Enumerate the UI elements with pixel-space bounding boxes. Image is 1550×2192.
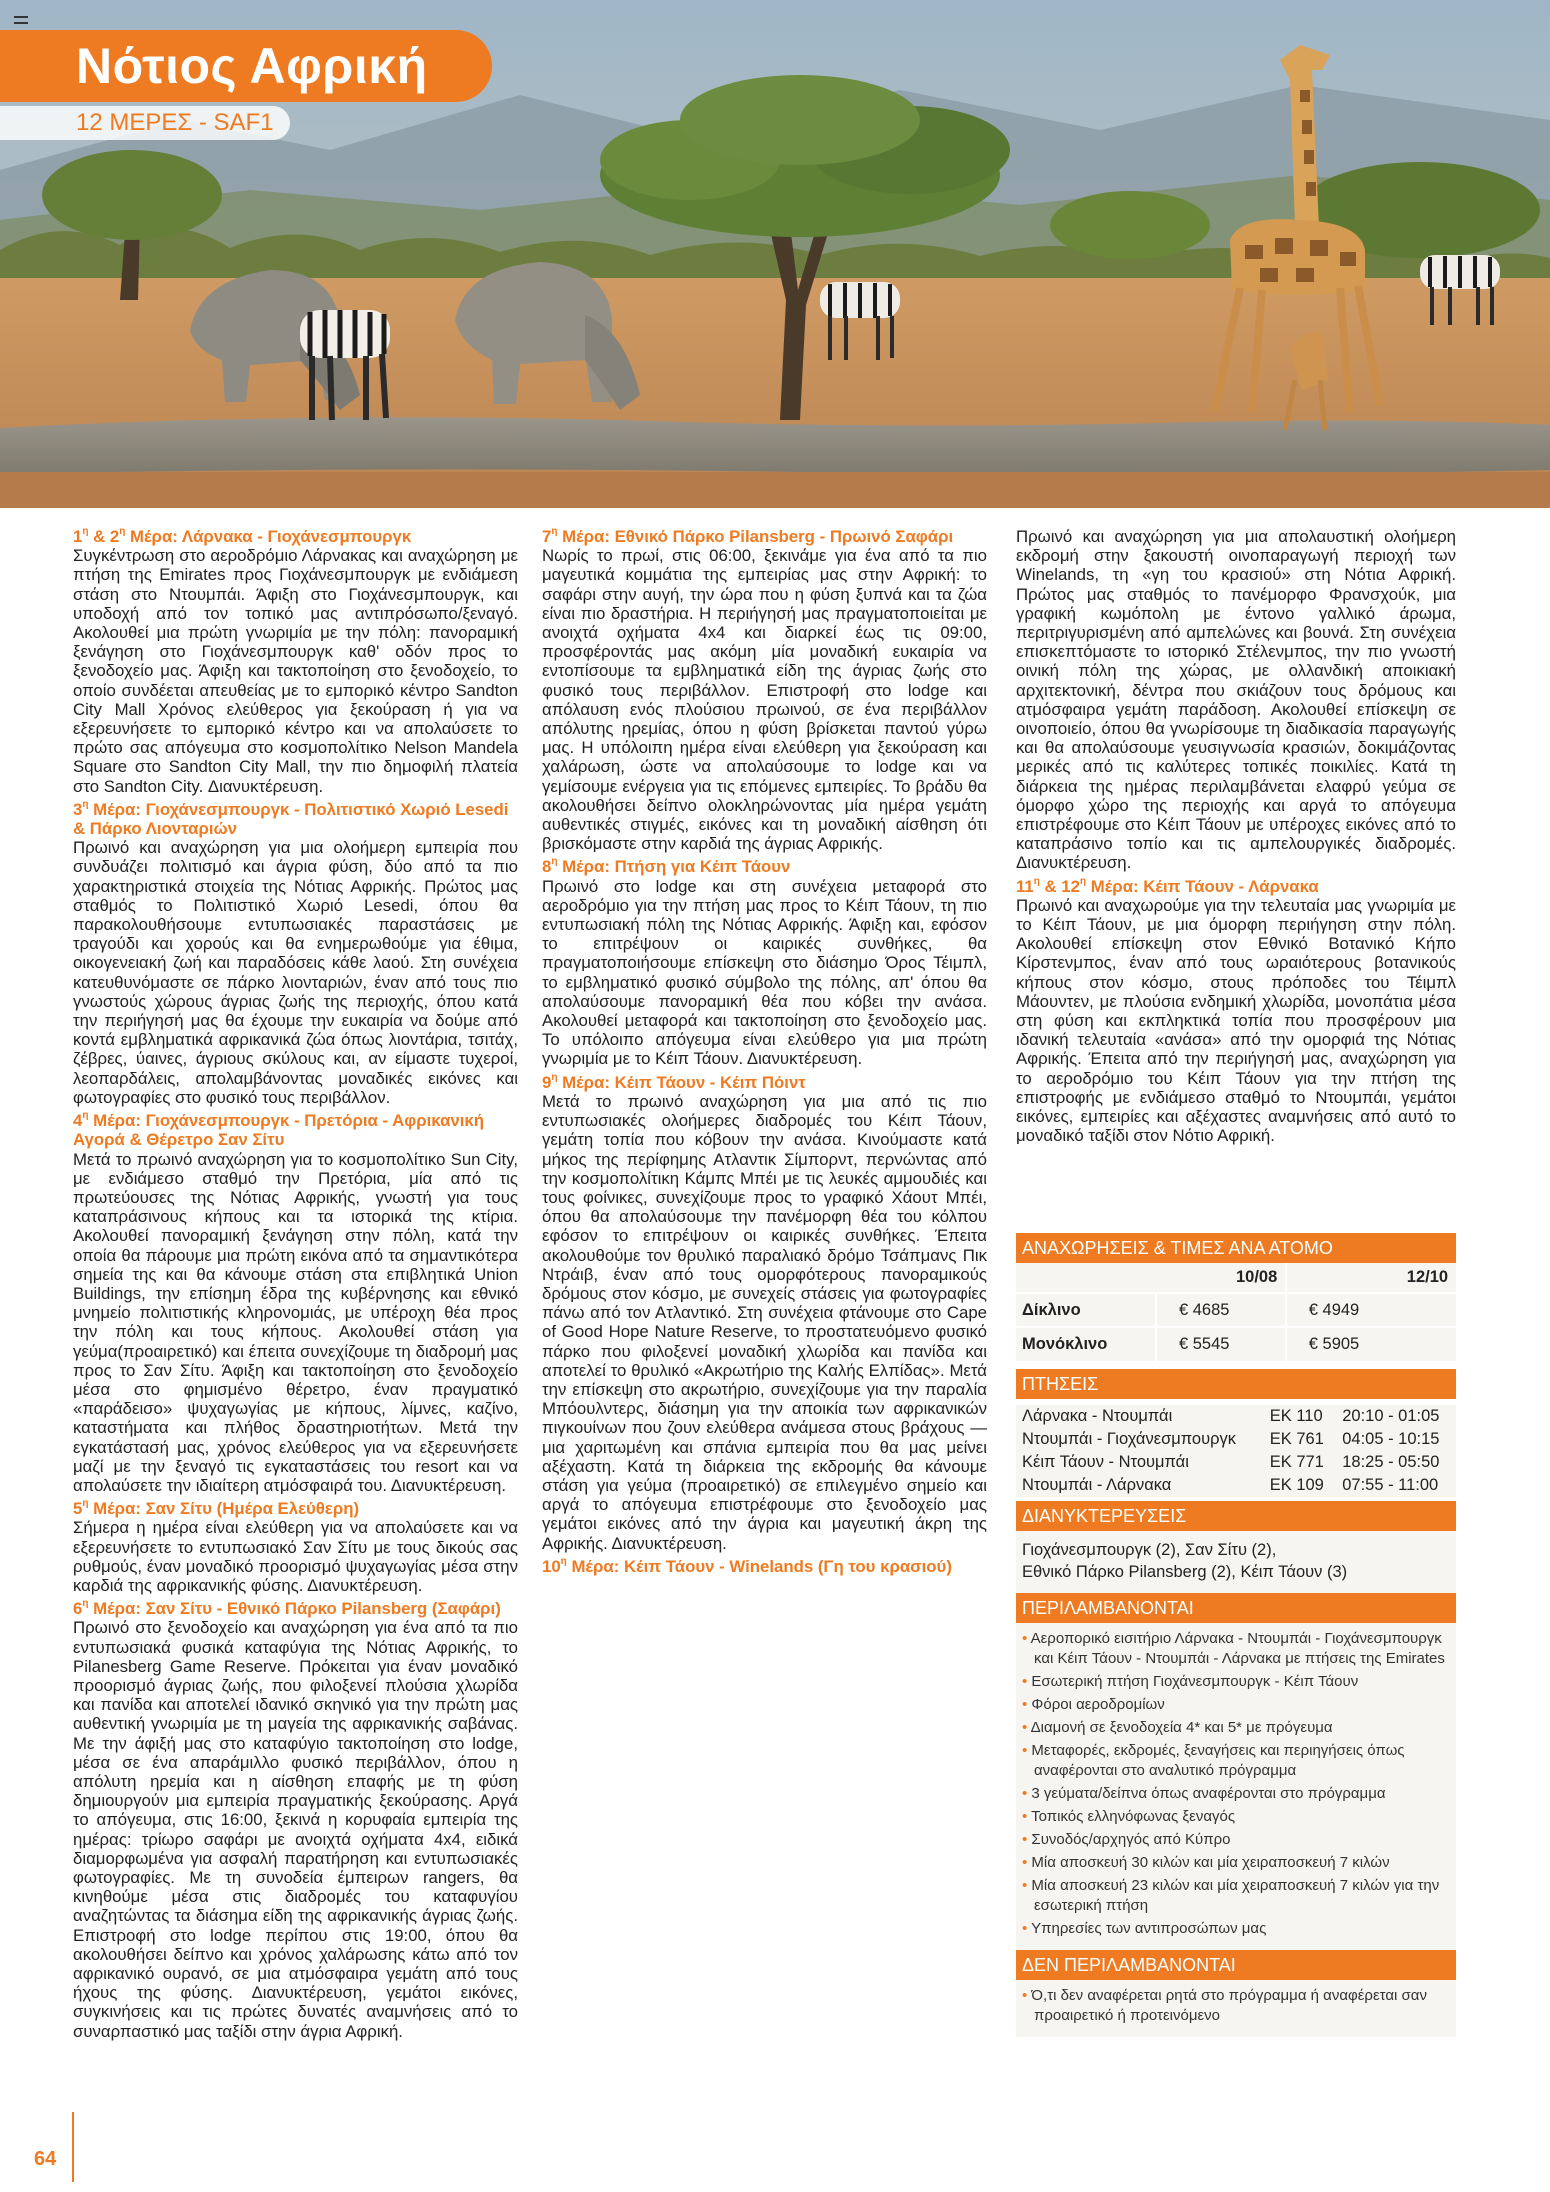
flight-route: Λάρνακα - Ντουμπάι bbox=[1022, 1407, 1173, 1425]
day-heading-3: $3^\eta$ Μέρα: Γιοχάνεσμπουργκ - Πολιτιστικό Χωριό Lesedi & Πάρκο Λιονταριών bbox=[73, 798, 509, 839]
included-item: • Αεροπορικό εισιτήριο Λάρνακα - Ντουμπάι - Γιοχάνεσμπουργκ και Κέιπ Τάουν - Ντουμπάι - Λάρνακα με πτήσεις της Emirates bbox=[1022, 1629, 1450, 1669]
flights-header: ΠΤΗΣΕΙΣ bbox=[1016, 1369, 1456, 1399]
included-item: • Συνοδός/αρχηγός από Κύπρο bbox=[1022, 1830, 1450, 1850]
day-heading-11-12: $11^\eta$ & $12^\eta$ Μέρα: Κέιπ Τάουν - Λάρνακα bbox=[1016, 875, 1319, 896]
flights-table bbox=[1016, 1405, 1456, 1497]
accommodation-section bbox=[1016, 1531, 1456, 1593]
included-item: • Υπηρεσίες των αντιπροσώπων μας bbox=[1022, 1919, 1450, 1939]
price-cell: € 5905 bbox=[1286, 1327, 1456, 1361]
day-heading-5: $5^\eta$ Μέρα: Σαν Σίτυ (Ημέρα Ελεύθερη) bbox=[73, 1498, 360, 1519]
day-heading-9: $9^\eta$ Μέρα: Κέιπ Τάουν - Κέιπ Πόιντ bbox=[542, 1071, 806, 1092]
day-text-6: Πρωινό στο ξενοδοχείο και αναχώρηση για ένα από τα πιο εντυπωσιακά φυσικά καταφύγια της Νότιας Αφρικής, το Pilanesberg Game Reserve. Πρόκειται για έναν μοναδικό προορισμό άγριας ζωής, που φιλοξενεί πλούσια χλωρίδα και πανίδα και αποτελεί ιδανικό σκηνικό για την πρώτη μας αυθεντική γνωριμία με τη μαγεία της αφρικανικής σαβάνας. Με την άφιξή μας στο καταφύγιο τακτοποίηση στο lodge, μέσα σε ένα απαράμιλλο φυσικό περιβάλλον, όπου η απόλυτη ηρεμία και η αίσθηση επαφής με τη φύση δημιουργούν μια εμπειρία πραγματικής ξεκούρασης. Αργά το απόγευμα, στις 16:00, ξεκινά η κορυφαία εμπειρία της ημέρας: τρίωρο σαφάρι με ανοιχτά οχήματα 4x4, ειδικά διαμορφωμένα για ασφαλή παρατήρηση και εντυπωσιακές φωτογραφίες. Με τη συνοδεία έμπειρων rangers, θα κινηθούμε μέσα στις διαδρομές του καταφυγίου αναζητώντας τα διάσημα είδη της αφρικανικής άγριας ζωής. Επιστροφή στο lodge περίπου στις 19:00, όπου θα ακολουθήσει δείπνο και χρόνος χαλάρωσης κάτω από τον αφρικανικό ουρανό, σε μια ατμόσφαιρα γεμάτη από τους ήχους της φύσης. Διανυκτέρευση, γεμάτοι εικόνες, συγκινήσεις και τις πρώτες δυνατές αναμνήσεις από το συναρπαστικό μας ταξίδι στην άγρια Αφρική. bbox=[73, 1618, 518, 2041]
flight-code: EK 109 bbox=[1269, 1476, 1324, 1494]
included-list bbox=[1016, 1623, 1456, 1950]
day-heading-6: $6^\eta$ Μέρα: Σαν Σίτυ - Εθνικό Πάρκο Pilansberg (Σαφάρι) bbox=[73, 1598, 501, 1619]
day-heading-7: $7^\eta$ Μέρα: Εθνικό Πάρκο Pilansberg - Πρωινό Σαφάρι bbox=[542, 526, 954, 546]
day-text-4: Μετά το πρωινό αναχώρηση για το κοσμοπολίτικο Sun City, με ενδιάμεσο σταθμό την Πρετόρια, μία από τις πρωτεύουσες της Νότιας Αφρικής, γνωστή για τους καταπράσινους κήπους και τα ιστορικά της κτίρια. Ακολουθεί πανοραμική ξενάγηση στην πόλη, κατά την οποία θα πάρουμε μια πρώτη εικόνα από τα σημαντικότερα σημεία της και θα κάνουμε στάση στα επιβλητικά Union Buildings, την επίσημη έδρα της κυβέρνησης και εθνικό μνημείο πολιτιστικής κληρονομιάς, με υπέροχη θέα προς την πόλη και τους κήπους. Ακολουθεί στάση για γεύμα(προαιρετικό) και έπειτα συνεχίζουμε τη διαδρομή μας προς το Σαν Σίτυ. Άφιξη και τακτοποίηση στο ξενοδοχείο μέσα στο φημισμένο θέρετρο, έναν πραγματικό «παράδεισο» ψυχαγωγίας με κήπους, λίμνες, καζίνο, καταστήματα και πλήθος δραστηριοτήτων. Μετά την εγκατάστασή μας, χρόνος ελεύθερος για να εξερευνήσετε μαζί με την ξεναγό τις εγκαταστάσεις του resort και να απολαύσετε την ιδιαίτερη ατμόσφαιρά του. Διανυκτέρευση. bbox=[73, 1149, 518, 1495]
flight-code: EK 771 bbox=[1269, 1453, 1324, 1471]
included-header: ΠΕΡΙΛΑΜΒΑΝΟΝΤΑΙ bbox=[1016, 1593, 1456, 1623]
day-heading-8: $8^\eta$ Μέρα: Πτήση για Κέιπ Τάουν bbox=[542, 856, 791, 877]
prices-section bbox=[1016, 1263, 1456, 1361]
flight-code: EK 761 bbox=[1269, 1430, 1324, 1448]
flight-row bbox=[1016, 1405, 1456, 1428]
price-cell: € 4949 bbox=[1286, 1293, 1456, 1327]
price-row-double bbox=[1016, 1293, 1456, 1327]
flight-row bbox=[1016, 1428, 1456, 1451]
day-heading-4: $4^\eta$ Μέρα: Γιοχάνεσμπουργκ - Πρετόρια - Αφρικανική Αγορά & Θέρετρο Σαν Σίτυ bbox=[73, 1110, 485, 1150]
flight-time: 18:25 - 05:50 bbox=[1342, 1453, 1440, 1471]
room-type-label: Δίκλινο bbox=[1016, 1293, 1156, 1327]
included-section bbox=[1016, 1623, 1456, 1950]
corner-mark bbox=[14, 16, 28, 24]
included-item: • Τοπικός ελληνόφωνας ξεναγός bbox=[1022, 1807, 1450, 1827]
flight-time: 07:55 - 11:00 bbox=[1342, 1476, 1439, 1494]
prices-header-row bbox=[1016, 1263, 1456, 1293]
price-row-single bbox=[1016, 1327, 1456, 1361]
accommodation-header: ΔΙΑΝΥΚΤΕΡΕΥΣΕΙΣ bbox=[1016, 1501, 1456, 1531]
accommodation-line: Εθνικό Πάρκο Pilansberg (2), Κέιπ Τάουν (3) bbox=[1022, 1563, 1348, 1581]
flights-section bbox=[1016, 1405, 1456, 1497]
room-type-label: Μονόκλινο bbox=[1016, 1327, 1156, 1361]
included-item: • Εσωτερική πτήση Γιοχάνεσμπουργκ - Κέιπ Τάουν bbox=[1022, 1672, 1450, 1692]
not-included-item: • Ό,τι δεν αναφέρεται ρητά στο πρόγραμμα ή αναφέρεται σαν προαιρετικό ή προτεινόμενο bbox=[1022, 1986, 1450, 2026]
day-text-10: Πρωινό και αναχώρηση για μια απολαυστική ολοήμερη εκδρομή στην ξακουστή οινοπαραγωγή περιοχή των Winelands, τη «γη του κρασιού» στη Νότια Αφρική. Πρώτος μας σταθμός το πανέμορφο Φρανσχούκ, μια γραφική κωμόπολη με έντονο γαλλικό άρωμα, περιτριγυρισμένη από αμπελώνες και βουνά. Στη συνέχεια επισκεπτόμαστε το ιστορικό Στέλενμπος, την πιο γνωστή οινική πόλη της χώρας, με ολλανδική αποικιακή αρχιτεκτονική, δέντρα που σκιάζουν τους δρόμους και ατμόσφαιρα γεμάτη παράδοση. Ακολουθεί επίσκεψη σε οινοποιείο, όπου θα γνωρίσουμε τη διαδικασία παραγωγής και θα απολαύσουμε γευσιγνωσία κρασιών, δοκιμάζοντας μερικές από τις καλύτερες τοπικές ποικιλίες. Κατά τη διάρκεια της ημέρας περιλαμβάνεται ελαφρύ γεύμα σε όμορφο χώρο της περιοχής και αργά το απόγευμα επιστρέφουμε στο Κέιπ Τάουν με υπέροχες εικόνες από το καταπράσινο τοπίο και τις αμπελουργικές διαδρομές. Διανυκτέρευση. bbox=[1016, 527, 1456, 873]
not-included-header: ΔΕΝ ΠΕΡΙΛΑΜΒΑΝΟΝΤΑΙ bbox=[1016, 1950, 1456, 1980]
itinerary-column-3 bbox=[1016, 527, 1456, 1146]
page-number-rule bbox=[72, 2112, 74, 2182]
day-text-8: Πρωινό στο lodge και στη συνέχεια μεταφορά στο αεροδρόμιο για την πτήση μας προς το Κέιπ Τάουν, τη πιο εντυπωσιακή πόλη της Νότιας Αφρικής. Άφιξη και, εφόσον το επιτρέψουν οι καιρικές συνθήκες, θα πραγματοποιήσουμε επίσκεψη στο διάσημο Όρος Τέιμπλ, το εμβληματικό φυσικό σύμβολο της πόλης, απ' όπου θα απολαύσουμε πανοραμική θέα που κόβει την ανάσα. Ακολουθεί μεταφορά και τακτοποίηση στο ξενοδοχείο μας. Το υπόλοιπο απόγευμα είναι ελεύθερο για μια πρώτη γνωριμία με το Κέιπ Τάουν. Διανυκτέρευση. bbox=[542, 876, 987, 1069]
flight-row bbox=[1016, 1474, 1456, 1497]
flight-row bbox=[1016, 1451, 1456, 1474]
not-included-section bbox=[1016, 1980, 1456, 2037]
flight-route: Κέιπ Τάουν - Ντουμπάι bbox=[1022, 1453, 1189, 1471]
flight-code: EK 110 bbox=[1269, 1407, 1323, 1425]
tour-code-subtitle: 12 ΜΕΡΕΣ - SAF1 bbox=[0, 106, 290, 140]
included-item: • Μεταφορές, εκδρομές, ξεναγήσεις και περιηγήσεις όπως αναφέρονται στο αναλυτικό πρόγραμμα bbox=[1022, 1741, 1450, 1781]
prices-header: ΑΝΑΧΩΡΗΣΕΙΣ & ΤΙΜΕΣ ΑΝΑ ΑΤΟΜΟ bbox=[1016, 1233, 1456, 1263]
flight-route: Ντουμπάι - Λάρνακα bbox=[1022, 1476, 1172, 1494]
accommodation-line: Γιοχάνεσμπουργκ (2), Σαν Σίτυ (2), bbox=[1022, 1541, 1277, 1559]
tour-info-box bbox=[1016, 1233, 1456, 2037]
included-item: • 3 γεύματα/δείπνα όπως αναφέρονται στο πρόγραμμα bbox=[1022, 1784, 1450, 1804]
hero-photo bbox=[0, 0, 1550, 508]
price-cell: € 5545 bbox=[1156, 1327, 1286, 1361]
page-number: 64 bbox=[34, 2148, 57, 2170]
flight-time: 04:05 - 10:15 bbox=[1342, 1430, 1440, 1448]
price-cell: € 4685 bbox=[1156, 1293, 1286, 1327]
flight-time: 20:10 - 01:05 bbox=[1342, 1407, 1440, 1425]
included-item: • Μία αποσκευή 30 κιλών και μία χειραποσκευή 7 κιλών bbox=[1022, 1853, 1450, 1873]
included-item: • Διαμονή σε ξενοδοχεία 4* και 5* με πρόγευμα bbox=[1022, 1718, 1450, 1738]
day-text-9: Μετά το πρωινό αναχώρηση για μια από τις πιο εντυπωσιακές ολοήμερες διαδρομές του Κέιπ Τάουν, γεμάτη τοπία που κόβουν την ανάσα. Κινούμαστε κατά μήκος της περίφημης Ατλαντικ Σίμπορντ, περνώντας από την κοσμοπολίτικη Κάμπς Μπέι με τις λευκές αμμουδιές και τους φοίνικες, συνεχίζουμε προς το γραφικό Χάουτ Μπέι, όπου θα απολαύσουμε την πανέμορφη θέα του κόλπου εφόσον το επιτρέψουν οι καιρικές συνθήκες. Έπειτα ακολουθούμε τον θρυλικό παραλιακό δρόμο Τσάπμανς Πικ Ντράιβ, έναν από τους ομορφότερους πανοραμικούς δρόμους στον κόσμο, με συνεχείς στάσεις για φωτογραφίες πάνω από τον Ατλαντικό. Στη συνέχεια φτάνουμε στο Cape of Good Hope Nature Reserve, το προστατευόμενο φυσικό πάρκο που φιλοξενεί μοναδική χλωρίδα και πανίδα και αποτελεί το θρυλικό «Ακρωτήριο της Καλής Ελπίδας». Μετά την επίσκεψη στο ακρωτήριο, συνεχίζουμε για την παραλία Μπόουλντερς, διάσημη για την αποικία των αφρικανικών πιγκουίνων που ζουν ελεύθερα ανάμεσα στους βράχους — μια χαριτωμένη και σπάνια εμπειρία που θα μας μείνει αξέχαστη. Κατά τη διάρκεια της εκδρομής θα κάνουμε στάση για γεύμα (προαιρετικό) σε επιλεγμένο σημείο και αργά το απόγευμα επιστρέφουμε στο ξενοδοχείο μας γεμάτοι εικόνες από την άγρια και μαγευτική άκρη της Αφρικής. Διανυκτέρευση. bbox=[542, 1091, 987, 1553]
day-text-11-12: Πρωινό και αναχωρούμε για την τελευταία μας γνωριμία με το Κέιπ Τάουν, με μια όμορφη περιήγηση στην πόλη. Ακολουθεί επίσκεψη στον Εθνικό Βοτανικό Κήπο Κίρστενμπος, έναν από τους ωραιότερους βοτανικούς κήπους στον κόσμο, στους πρόποδες του Τέιμπλ Μάουντεν, με πλούσια ενδημική χλωρίδα, μονοπάτια μέσα στη φύση και εκπληκτικά τοπία που προσφέρουν μια ιδανική τελευταία «ανάσα» από την ομορφιά της Νότιας Αφρικής. Έπειτα από την περιήγησή μας, αναχώρηση για το αεροδρόμιο του Κέιπ Τάουν για την πτήση της επιστροφής με ενδιάμεσο σταθμό το Ντουμπάι, γεμάτοι εικόνες, εμπειρίες και αξέχαστες αναμνήσεις από αυτό το μοναδικό ταξίδι στον Νότιο Αφρική. bbox=[1016, 895, 1456, 1146]
departure-date-2: 12/10 bbox=[1286, 1263, 1456, 1293]
page-number-area bbox=[0, 2140, 72, 2180]
day-heading-1-2: $1^\eta$ & $2^\eta$ Μέρα: Λάρνακα - Γιοχάνεσμπουργκ bbox=[73, 526, 412, 546]
flight-route: Ντουμπάι - Γιοχάνεσμπουργκ bbox=[1022, 1430, 1236, 1448]
itinerary-column-1 bbox=[73, 527, 518, 2041]
page-title: Νότιος Αφρική bbox=[0, 30, 492, 102]
day-text-7: Νωρίς το πρωί, στις 06:00, ξεκινάμε για ένα από τα πιο μαγευτικά κομμάτια της εμπειρίας μας στην Αφρική: το σαφάρι στην αυγή, την ώρα που η φύση ξυπνά και τα ζώα είναι πιο δραστήρια. Η περιήγησή μας πραγματοποιείται με ανοιχτά οχήματα 4x4 και διαρκεί έως τις 09:00, προσφέροντάς μας ακόμη μία μοναδική ευκαιρία να εντοπίσουμε τα εμβληματικά είδη της άγριας ζωής στο φυσικό τους περιβάλλον. Επιστροφή στο lodge και απόλαυση ενός πλούσιου πρωινού, σε ένα περιβάλλον απόλυτης ηρεμίας, όπου η φύση βρίσκεται παντού γύρω μας. Η υπόλοιπη ημέρα είναι ελεύθερη για ξεκούραση και χαλάρωση, ώστε να απολαύσουμε το lodge και να γεμίσουμε ενέργεια για τις επόμενες εμπειρίες. Το βράδυ θα ακολουθήσει δείπνο ολοκληρώνοντας μία ημέρα γεμάτη αυθεντικές στιγμές, εικόνες και τη μοναδική αίσθηση ότι βρισκόμαστε στην καρδιά της άγριας Αφρικής. bbox=[542, 546, 987, 854]
included-item: • Μία αποσκευή 23 κιλών και μία χειραποσκευή 7 κιλών για την εσωτερική πτήση bbox=[1022, 1876, 1450, 1916]
prices-table bbox=[1016, 1263, 1456, 1361]
included-item: • Φόροι αεροδρομίων bbox=[1022, 1695, 1450, 1715]
not-included-list bbox=[1016, 1980, 1456, 2037]
day-text-5: Σήμερα η ημέρα είναι ελεύθερη για να απολαύσετε και να εξερευνήσετε το εντυπωσιακό Σαν Σίτυ με τους δικούς σας ρυθμούς, έναν μοναδικό προορισμό ψυχαγωγίας μέσα στην καρδιά της αφρικανικής φύσης. Διανυκτέρευση. bbox=[73, 1518, 518, 1595]
day-heading-10: $10^\eta$ Μέρα: Κέιπ Τάουν - Winelands (Γη του κρασιού) bbox=[542, 1555, 952, 1576]
departure-date-1: 10/08 bbox=[1236, 1268, 1278, 1286]
day-text-1-2: Συγκέντρωση στο αεροδρόμιο Λάρνακας και αναχώρηση με πτήση της Emirates προς Γιοχάνεσμπουργκ με ενδιάμεση στάση στο Ντουμπάι. Άφιξη στο Γιοχάνεσμπουργκ, και υποδοχή από τον τοπικό μας αντιπρόσωπο/ξεναγό. Ακολουθεί μια πρώτη γνωριμία με την πόλη: πανοραμική ξενάγηση στο Γιοχάνεσμπουργκ καθ' οδόν προς το ξενοδοχείο μας. Άφιξη και τακτοποίηση στο ξενοδοχείο, το οποίο συνδέεται απευθείας με το εμπορικό κέντρο Sandton City Mall Χρόνος ελεύθερος για ξεκούραση ή για να εξερευνήσετε το εμπορικό κέντρο και να απολαύσετε το πρώτο σας απόγευμα στο κοσμοπολίτικο Nelson Mandela Square στο Sandton City Mall, την πιο δημοφιλή πλατεία στο Sandton City. Διανυκτέρευση. bbox=[73, 546, 518, 796]
day-text-3: Πρωινό και αναχώρηση για μια ολοήμερη εμπειρία που συνδυάζει πολιτισμό και άγρια φύση, δύο από τα πιο χαρακτηριστικά στοιχεία της Νότιας Αφρικής. Πρώτος μας σταθμός το Πολιτιστικό Χωριό Lesedi, όπου θα παρακολουθήσουμε εντυπωσιακές παραστάσεις με τραγούδι και χορούς και θα ενημερωθούμε για έθιμα, οικογενειακή ζωή και παραδόσεις κάθε λαού. Στη συνέχεια κατευθυνόμαστε σε πάρκο λιονταριών, έναν από τους πιο γνωστούς χώρους άγριας ζωής της περιοχής, όπου κατά την περιήγησή μας θα έχουμε την ευκαιρία να δούμε από κοντά εμβληματικά αφρικανικά ζώα όπως λιοντάρια, τσιτάχ, ζέβρες, ύαινες, άγριους σκύλους και, αν είμαστε τυχεροί, λεοπαρδάλεις, απολαμβάνοντας μοναδικές εικόνες και φωτογραφίες στο φυσικό τους περιβάλλον. bbox=[73, 838, 518, 1107]
itinerary-column-2 bbox=[542, 527, 987, 1576]
